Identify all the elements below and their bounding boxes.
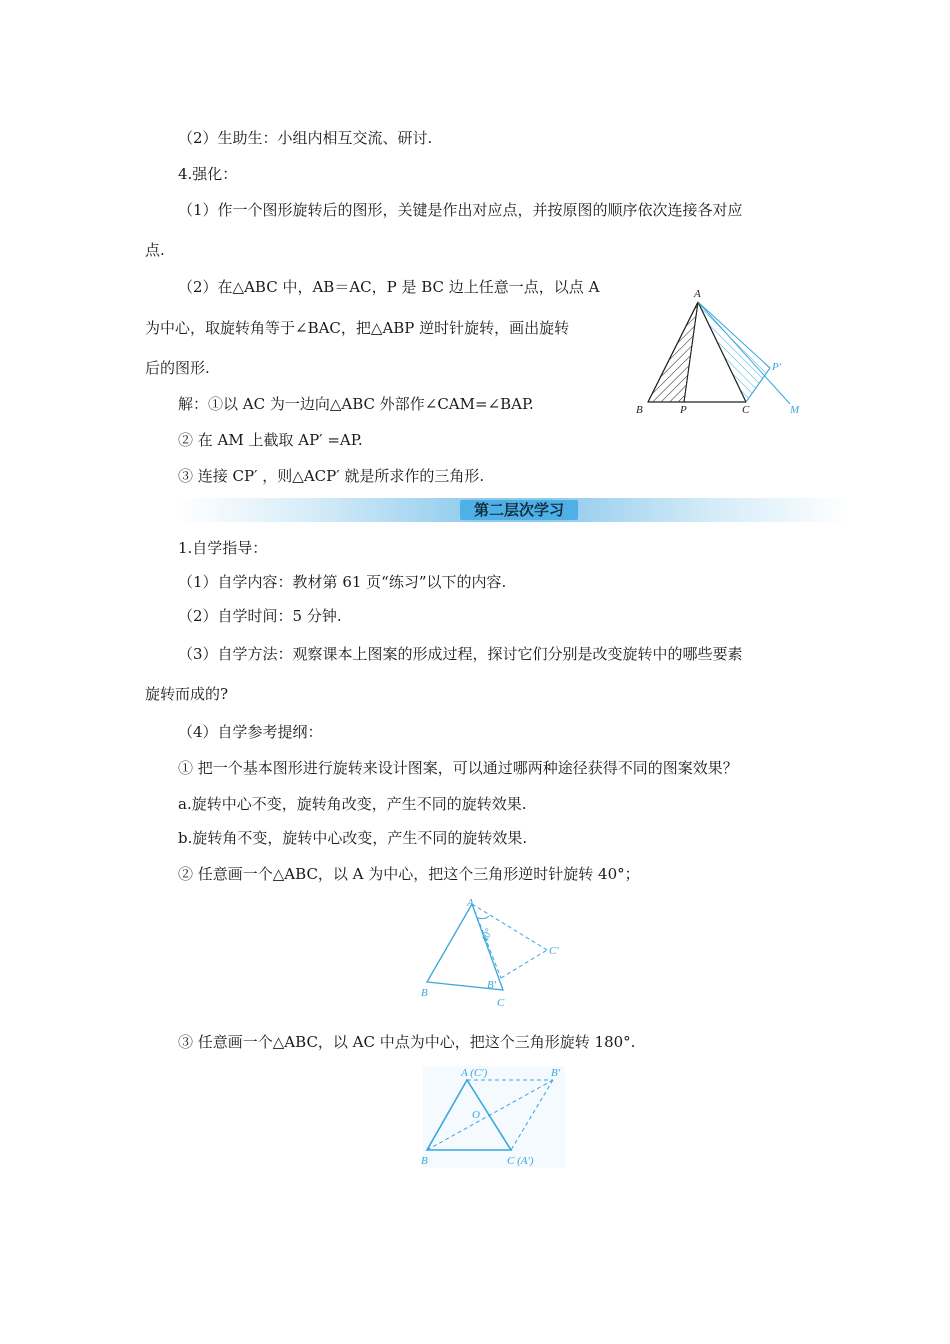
text-line: ③ 任意画一个△ABC，以 AC 中点为中心，把这个三角形旋转 180°. [178, 1033, 636, 1051]
label-c: C [742, 404, 750, 416]
text-line: a.旋转中心不变，旋转角改变，产生不同的旋转效果. [178, 795, 527, 813]
text-line: 后的图形. [145, 359, 210, 377]
text-line: （2）自学时间：5 分钟. [178, 607, 342, 625]
text-line: （2）生助生：小组内相互交流、研讨. [178, 129, 433, 147]
figure-rotation-40 [415, 894, 575, 1014]
label-b-prime: B′ [487, 979, 497, 991]
text-line: （1）自学内容：教材第 61 页“练习”以下的内容. [178, 573, 507, 591]
label-c-a-prime: C (A′) [507, 1155, 534, 1167]
text-line: 旋转而成的? [145, 685, 229, 703]
text-line: 点. [145, 241, 165, 259]
text-line: （1）作一个图形旋转后的图形，关键是作出对应点，并按原图的顺序依次连接各对应 [178, 201, 743, 219]
label-c-prime: C′ [549, 945, 559, 957]
label-angle: 40° [479, 927, 495, 945]
figure-triangle-rotation [630, 280, 810, 420]
text-line: ① 把一个基本图形进行旋转来设计图案，可以通过哪两种途径获得不同的图案效果？ [178, 759, 738, 777]
text-line: （2）在△ABC 中，AB＝AC，P 是 BC 边上任意一点，以点 A [178, 278, 600, 296]
label-a-c-prime: A (C′) [461, 1067, 488, 1079]
label-b: B [636, 404, 643, 416]
label-b: B [421, 1155, 428, 1167]
label-p: P [680, 404, 687, 416]
label-a: A [694, 288, 701, 300]
label-a: A [467, 897, 474, 909]
text-line: ② 在 AM 上截取 AP′ =AP. [178, 431, 363, 449]
section-title: 第二层次学习 [460, 500, 578, 520]
label-m: M [790, 404, 800, 416]
text-line: ② 任意画一个△ABC，以 A 为中心，把这个三角形逆时针旋转 40°； [178, 865, 640, 883]
label-b-prime: B′ [551, 1067, 561, 1079]
figure-rotation-180 [415, 1064, 575, 1170]
text-line: 1.自学指导： [178, 539, 268, 557]
text-line: （4）自学参考提纲： [178, 723, 323, 741]
text-line: 为中心，取旋转角等于∠BAC，把△ABP 逆时针旋转，画出旋转 [145, 319, 570, 337]
text-line: ③ 连接 CP′ ，则△ACP′ 就是所求作的三角形. [178, 467, 485, 485]
text-line: b.旋转角不变，旋转中心改变，产生不同的旋转效果. [178, 829, 528, 847]
label-p-prime: P′ [772, 361, 782, 373]
text-line: 4.强化： [178, 165, 238, 183]
text-line: （3）自学方法：观察课本上图案的形成过程，探讨它们分别是改变旋转中的哪些要素 [178, 645, 743, 663]
label-o: O [472, 1109, 480, 1121]
label-b: B [421, 987, 428, 999]
label-c: C [497, 997, 505, 1009]
text-line: 解：①以 AC 为一边向△ABC 外部作∠CAM=∠BAP. [178, 395, 534, 413]
